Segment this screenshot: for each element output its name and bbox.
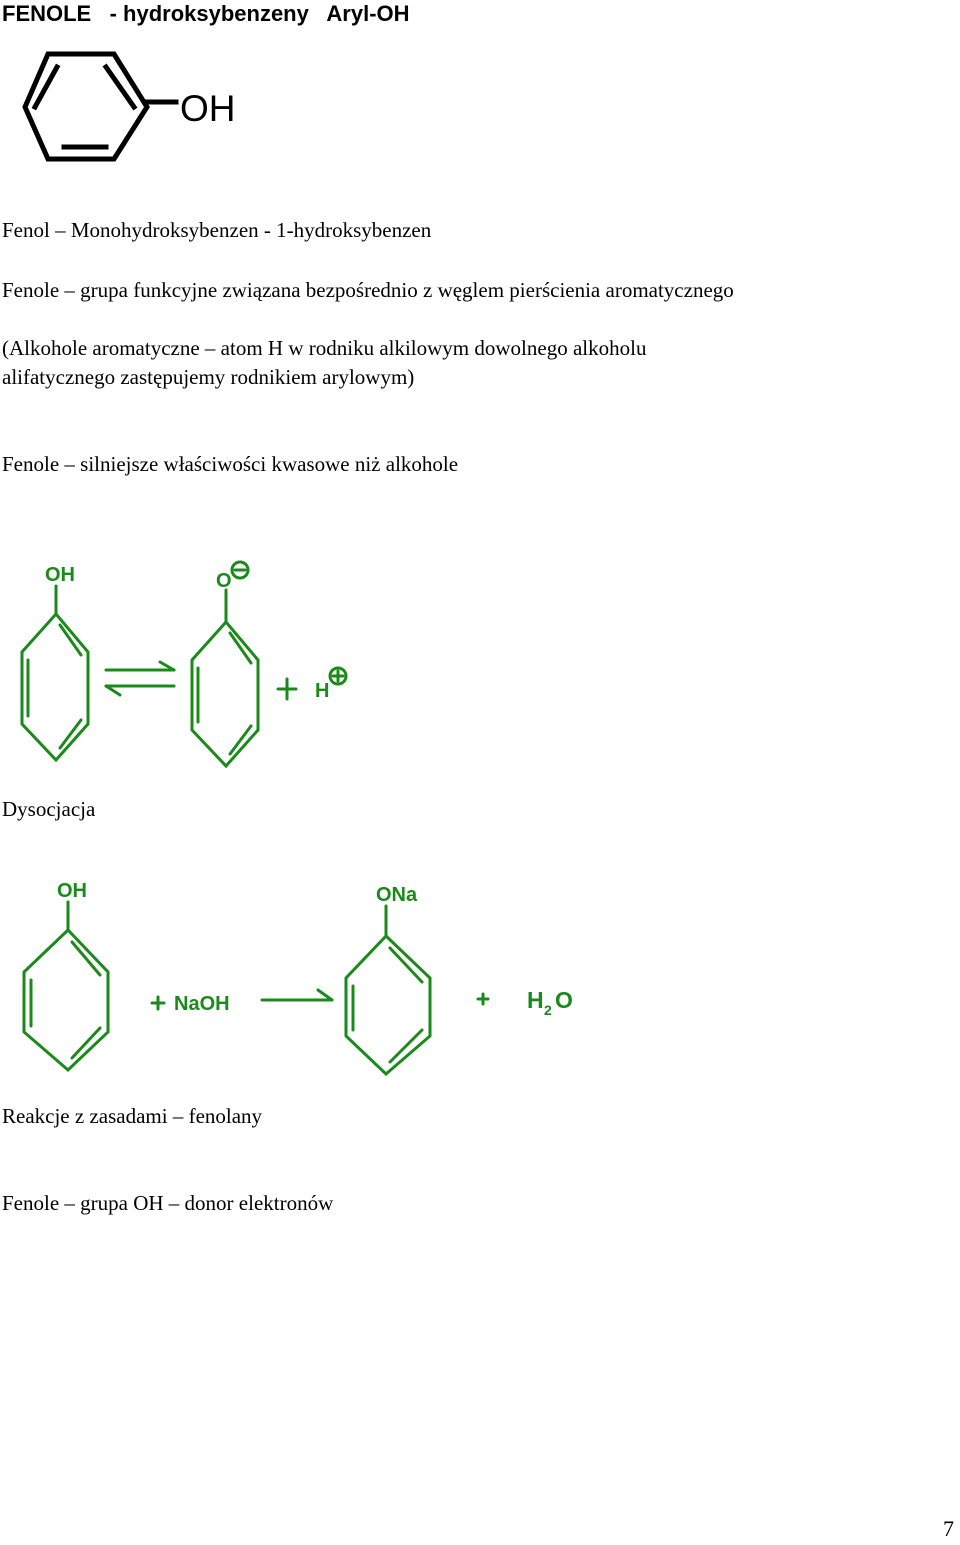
base-reaction-caption: Reakcje z zasadami – fenolany [2,1104,263,1128]
acidity-line: Fenole – silniejsze właściwości kwasowe niż alkohole [2,452,459,476]
definition-line: Fenole – grupa funkcyjne związana bezpośrednio z węglem pierścienia aromatycznego [2,278,734,302]
donor-line: Fenole – grupa OH – donor elektronów [2,1191,334,1215]
reaction-arrow [262,990,332,1000]
names-line: Fenol – Monohydroksybenzen - 1-hydroksybenzen [2,218,432,242]
heading-title: FENOLE [2,1,92,26]
page-number: 7 [943,1516,954,1541]
water-h-label: H [527,987,544,1013]
heading-subtitle: - hydroksybenzeny [109,1,309,26]
naoh-label: NaOH [174,993,230,1015]
sodium-phenolate-ring [346,906,430,1074]
water-o-label: O [555,987,573,1013]
water-subscript-label: 2 [544,1002,552,1018]
ona-label: ONa [376,884,418,906]
phenol-oh-label: OH [180,88,236,129]
phenol-ring-base-reactant [24,902,108,1070]
alcohols-line-2: alifatycznego zastępujemy rodnikiem arylowym) [2,365,415,389]
phenolate-o-label: O [216,570,232,592]
heading-alias: Aryl-OH [326,1,410,26]
reactant-oh-label: OH [45,564,75,586]
dissociation-caption: Dysocjacja [2,797,96,821]
plus-icon-1 [152,997,164,1009]
base-reactant-oh-label: OH [57,880,87,902]
alcohols-line-1: (Alkohole aromatyczne – atom H w rodniku alkilowym dowolnego alkoholu [2,336,647,360]
plus-icon-2 [478,994,488,1004]
hydrogen-ion-label: H [315,680,330,702]
